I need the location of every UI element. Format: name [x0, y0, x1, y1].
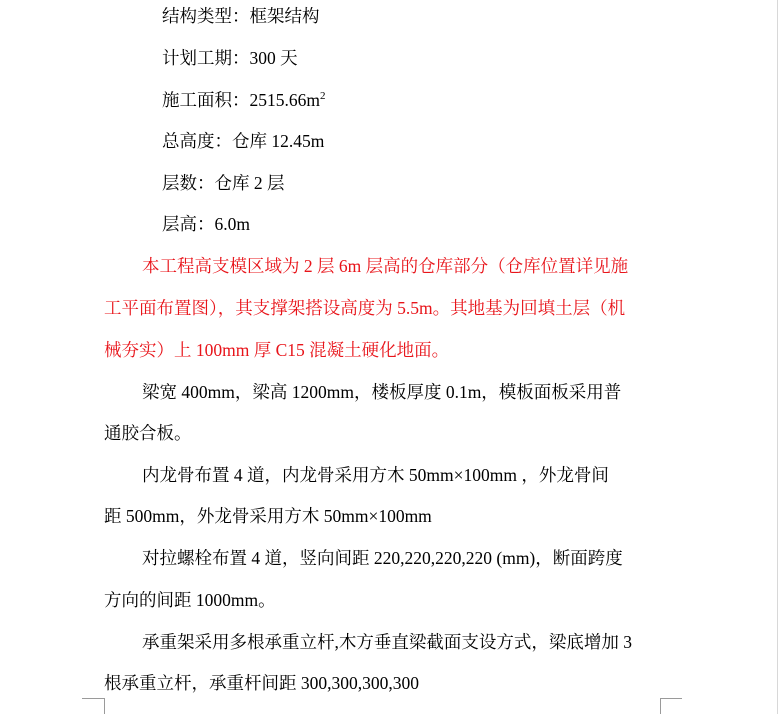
crop-mark-left-vertical — [104, 698, 105, 714]
crop-mark-right-vertical — [660, 698, 661, 714]
construction-area-line — [162, 88, 326, 112]
paragraph-line: 通胶合板。 — [104, 423, 192, 443]
paragraph-line: 内龙骨布置 4 道，内龙骨采用方木 50mm×100mm ，外龙骨间 — [142, 465, 609, 485]
highlight-line: 工平面布置图），其支撑架搭设高度为 5.5m。其地基为回填土层（机 — [104, 298, 626, 318]
highlight-line: 械夯实）上 100mm 厚 C15 混凝土硬化地面。 — [104, 340, 450, 360]
crop-mark-right-horizontal — [660, 698, 682, 699]
floor-height-line: 层高：6.0m — [162, 214, 250, 234]
area-exponent: 2 — [320, 90, 326, 102]
crop-mark-left-horizontal — [82, 698, 104, 699]
paragraph-line: 承重架采用多根承重立杆,木方垂直梁截面支设方式，梁底增加 3 — [142, 632, 632, 652]
page-right-edge — [777, 0, 778, 714]
paragraph-line: 梁宽 400mm，梁高 1200mm，楼板厚度 0.1m，模板面板采用普 — [142, 382, 622, 402]
planned-duration-line: 计划工期：300 天 — [162, 48, 298, 68]
construction-area-text: 施工面积：2515.66m — [162, 90, 320, 110]
highlight-line: 本工程高支模区域为 2 层 6m 层高的仓库部分（仓库位置详见施 — [142, 256, 629, 276]
structure-type-line: 结构类型：框架结构 — [162, 6, 320, 26]
paragraph-line: 根承重立杆，承重杆间距 300,300,300,300 — [104, 673, 419, 693]
floor-count-line: 层数：仓库 2 层 — [162, 173, 285, 193]
paragraph-line: 对拉螺栓布置 4 道，竖向间距 220,220,220,220 (mm)，断面跨度 — [142, 548, 623, 568]
paragraph-line: 距 500mm，外龙骨采用方木 50mm×100mm — [104, 506, 432, 526]
paragraph-line: 方向的间距 1000mm。 — [104, 590, 276, 610]
total-height-line: 总高度：仓库 12.45m — [162, 131, 325, 151]
